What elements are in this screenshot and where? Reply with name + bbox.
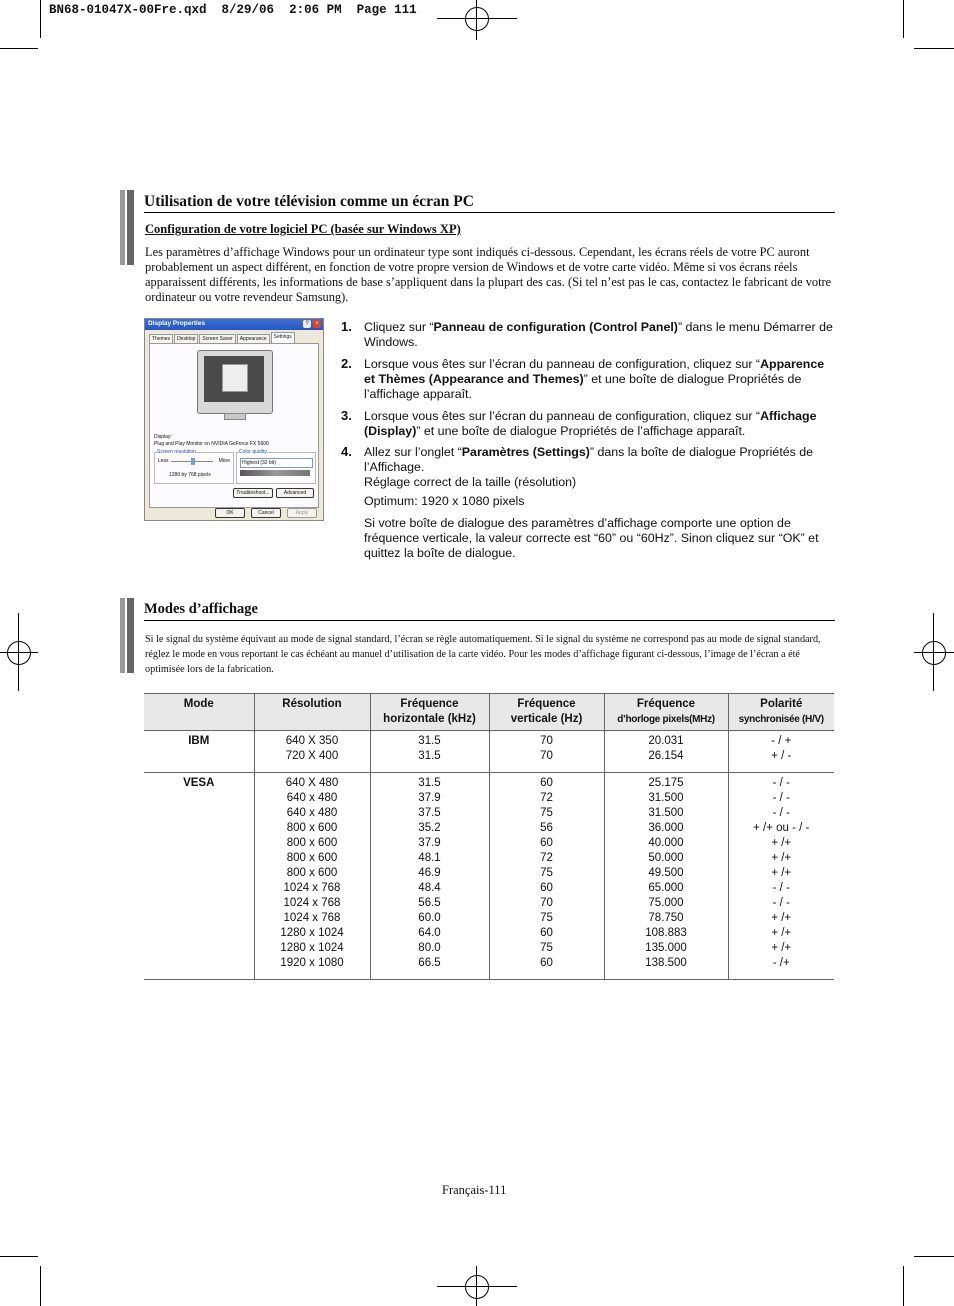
step-text: ” dans la boîte de dialogue Propriétés de l’Affichage. (364, 445, 814, 474)
table-value: 31.5 (418, 735, 441, 747)
table-value: + /+ (771, 927, 792, 939)
table-header-row (144, 694, 834, 731)
header-horizontal-frequency: Fréquence horizontale (kHz) (370, 694, 489, 731)
table-value: 31.500 (648, 792, 684, 804)
cancel-button[interactable]: Cancel (251, 508, 281, 518)
table-value: + /+ (771, 837, 792, 849)
table-value: 70 (540, 897, 553, 909)
table-value: 72 (540, 792, 553, 804)
table-value: 1280 x 1024 (280, 942, 344, 954)
table-value: 75 (540, 867, 553, 879)
color-quality-select[interactable] (240, 458, 313, 468)
step-text: Allez sur l’onglet “ (364, 445, 462, 459)
crop-mark (0, 48, 38, 49)
advanced-button[interactable]: Advanced (276, 488, 314, 498)
table-value: 75 (540, 807, 553, 819)
table-value: 31.5 (418, 750, 441, 762)
table-value: + /+ (771, 912, 792, 924)
crop-mark (40, 0, 41, 38)
table-value: 72 (540, 852, 553, 864)
table-value: 1024 x 768 (283, 897, 341, 909)
color-quality-group (236, 449, 316, 484)
table-value: 60 (540, 777, 553, 789)
table-value: 640 x 480 (286, 792, 338, 804)
settings-panel (149, 343, 319, 508)
modes-intro: Si le signal du système équivaut au mode de signal standard, l’écran se règle automatiquement. Si le signal du système ne correspond pas au mode de signal standard, réglez le mode en vous reportant le cas échéant au manuel d’utilisation de la carte vidéo. Pour les modes d’affichage figurant ci-dessous, l’image de l’écran a été optimisée lors de la fabrication. (145, 634, 821, 675)
crop-mark (40, 1266, 41, 1306)
step-text: ” dans le menu Démarrer de Windows. (364, 320, 833, 349)
step-text: Lorsque vous êtes sur l’écran du panneau de configuration, cliquez sur “ (364, 409, 761, 423)
display-value: Plug and Play Monitor on NVIDIA GeForce FX 5600 (154, 441, 269, 447)
table-value: 49.500 (648, 867, 684, 879)
table-value: - / - (772, 777, 790, 789)
table-value: 48.4 (418, 882, 441, 894)
dialog-title: Display Properties (148, 320, 206, 327)
table-value: 60 (540, 927, 553, 939)
crop-mark (914, 48, 954, 49)
vertical-frequency-cell (489, 731, 604, 773)
mode-cell: IBM (144, 731, 254, 773)
header-polarity: Polarité synchronisée (H/V) (728, 694, 834, 731)
dialog-titlebar (145, 319, 323, 330)
table-value: 640 X 350 (285, 735, 339, 747)
table-value: - / - (772, 792, 790, 804)
help-icon[interactable]: ? (303, 320, 311, 328)
table-value: 640 x 480 (286, 807, 338, 819)
table-value: 70 (540, 750, 553, 762)
color-quality-value: Highest (32 bit) (242, 460, 276, 466)
step-text: ” et une boîte de dialogue Propriétés de l’affichage apparaît. (416, 424, 746, 438)
step-text: ” et une boîte de dialogue Propriétés de l’affichage apparaît. (364, 372, 802, 401)
close-icon[interactable]: × (313, 320, 321, 328)
table-value: 36.000 (648, 822, 684, 834)
troubleshoot-button[interactable]: Troubleshoot... (233, 488, 273, 498)
more-label: More (218, 458, 230, 464)
table-value: 1280 x 1024 (280, 927, 344, 939)
table-value: 1024 x 768 (283, 912, 341, 924)
step-number: 3. (341, 408, 352, 423)
table-value: 37.9 (418, 837, 441, 849)
table-value: 1920 x 1080 (280, 957, 344, 969)
table-value: 56 (540, 822, 553, 834)
registration-mark (465, 1275, 489, 1299)
ok-button[interactable]: OK (215, 508, 245, 518)
step-text: Lorsque vous êtes sur l’écran du panneau de configuration, cliquez sur “ (364, 357, 761, 371)
table-value: 108.883 (645, 927, 687, 939)
section-bar (120, 598, 134, 673)
mode-cell: VESA (144, 773, 254, 980)
table-value: + / - (771, 750, 792, 762)
header-vertical-frequency: Fréquence verticale (Hz) (489, 694, 604, 731)
table-value: 800 x 600 (286, 837, 338, 849)
header-pixel-clock: Fréquence d’horloge pixels(MHz) (604, 694, 728, 731)
table-row (144, 731, 834, 773)
tab-screen-saver[interactable]: Screen Saver (199, 334, 235, 344)
step-4-frequency-note: Si votre boîte de dialogue des paramètres d’affichage comporte une option de fréquence verticale, la valeur correcte est “60” ou “60Hz”. Sinon cliquez sur “OK” et quittez la boîte de dialogue. (364, 516, 819, 560)
table-value: 60 (540, 957, 553, 969)
step-4-optimum: Optimum: 1920 x 1080 pixels (364, 494, 525, 508)
table-value: 75 (540, 942, 553, 954)
display-properties-dialog (144, 318, 324, 521)
table-value: 60.0 (418, 912, 441, 924)
registration-mark (922, 641, 946, 665)
table-value: 640 X 480 (285, 777, 339, 789)
registration-mark (914, 652, 954, 653)
table-value: 48.1 (418, 852, 441, 864)
monitor-icon (197, 350, 273, 414)
monitor-screen (204, 356, 264, 402)
table-value: 800 x 600 (286, 822, 338, 834)
table-value: 800 x 600 (286, 867, 338, 879)
table-value: - / - (772, 897, 790, 909)
section-rule (144, 212, 835, 213)
table-value: 75 (540, 912, 553, 924)
table-value: 1024 x 768 (283, 882, 341, 894)
step-3 (364, 409, 834, 439)
step-number: 2. (341, 356, 352, 371)
table-row (144, 773, 834, 980)
screen-resolution-label: Screen resolution (157, 449, 196, 455)
table-value: - /+ (772, 957, 790, 969)
table-value: 60 (540, 837, 553, 849)
resolution-cell (254, 773, 370, 980)
table-value: + /+ (771, 867, 792, 879)
table-value: 26.154 (648, 750, 684, 762)
table-value: 60 (540, 882, 553, 894)
table-value: 40.000 (648, 837, 684, 849)
pixel-clock-cell (604, 773, 728, 980)
slider-thumb[interactable] (191, 458, 195, 465)
table-value: 65.000 (648, 882, 684, 894)
table-value: - / - (772, 882, 790, 894)
table-value: 31.5 (418, 777, 441, 789)
tab-themes[interactable]: Themes (149, 334, 173, 344)
step-2 (364, 357, 834, 402)
mini-window (222, 364, 248, 392)
print-header: BN68-01047X-00Fre.qxd 8/29/06 2:06 PM Page 111 (49, 3, 417, 17)
section-rule (144, 620, 835, 621)
table-value: - / + (771, 735, 792, 747)
table-value: 37.9 (418, 792, 441, 804)
table-value: 20.031 (648, 735, 684, 747)
registration-mark (7, 641, 31, 665)
table-value: + /+ ou - / - (753, 822, 810, 834)
tab-settings[interactable]: Settings (271, 332, 295, 344)
table-value: 135.000 (645, 942, 687, 954)
resolution-value: 1280 by 768 pixels (169, 472, 211, 478)
table-value: 78.750 (648, 912, 684, 924)
table-value: 75.000 (648, 897, 684, 909)
horizontal-frequency-cell (370, 731, 489, 773)
table-value: 31.500 (648, 807, 684, 819)
screen-resolution-group (154, 449, 234, 484)
step-bold: Apparence et Thèmes (Appearance and Themes) (364, 357, 825, 386)
table-value: - / - (772, 807, 790, 819)
step-number: 1. (341, 319, 352, 334)
section-title: Modes d’affichage (144, 601, 258, 617)
crop-mark (914, 1256, 954, 1257)
table-value: 64.0 (418, 927, 441, 939)
table-value: 80.0 (418, 942, 441, 954)
table-value: 56.5 (418, 897, 441, 909)
vertical-frequency-cell (489, 773, 604, 980)
apply-button[interactable]: Apply (287, 508, 317, 518)
table-value: + /+ (771, 852, 792, 864)
step-1 (364, 320, 834, 350)
polarity-cell (728, 773, 834, 980)
table-value: 25.175 (648, 777, 684, 789)
tab-appearance[interactable]: Appearance (237, 334, 270, 344)
table-value: 70 (540, 735, 553, 747)
table-value: 66.5 (418, 957, 441, 969)
step-4 (364, 445, 834, 475)
resolution-cell (254, 731, 370, 773)
table-value: 720 X 400 (285, 750, 339, 762)
crop-mark (903, 1266, 904, 1306)
table-value: 35.2 (418, 822, 441, 834)
page-footer: Français-111 (442, 1183, 507, 1197)
table-value: + /+ (771, 942, 792, 954)
step-bold: Panneau de configuration (Control Panel) (433, 320, 678, 334)
step-text: Cliquez sur “ (364, 320, 434, 334)
step-4-resolution-note: Réglage correct de la taille (résolution) (364, 475, 577, 489)
registration-mark (476, 0, 477, 40)
horizontal-frequency-cell (370, 773, 489, 980)
pixel-clock-cell (604, 731, 728, 773)
header-mode: Mode (144, 694, 254, 731)
tab-desktop[interactable]: Desktop (174, 334, 198, 344)
section-title: Utilisation de votre télévision comme un écran PC (144, 193, 474, 210)
registration-mark (437, 1286, 517, 1287)
step-number: 4. (341, 444, 352, 459)
step-bold: Affichage (Display) (364, 409, 817, 438)
table-value: 800 x 600 (286, 852, 338, 864)
crop-mark (903, 0, 904, 38)
polarity-cell (728, 731, 834, 773)
table-value: 37.5 (418, 807, 441, 819)
registration-mark (0, 652, 38, 653)
table-value: 50.000 (648, 852, 684, 864)
color-bar (240, 470, 310, 476)
step-bold: Paramètres (Settings) (461, 445, 590, 459)
intro-paragraph: Les paramètres d’affichage Windows pour un ordinateur type sont indiqués ci-dessous. Cependant, les écrans réels de votre PC auront probablement un aspect différent, en fonction de votre propre version de Windows et de votre carte vidéo. Même si vos écrans réels apparaissent différents, les informations de base s’appliquent dans la plupart des cas. (Si tel n’est pas le cas, contactez le fabricant de votre ordinateur ou votre revendeur Samsung). (145, 245, 832, 304)
color-quality-label: Color quality (239, 449, 267, 455)
header-resolution: Résolution (254, 694, 370, 731)
table-value: 138.500 (645, 957, 687, 969)
monitor-stand (224, 413, 246, 420)
section-bar (120, 190, 134, 265)
less-label: Less (158, 458, 169, 464)
display-label: Display: (154, 434, 172, 440)
registration-mark (465, 7, 489, 31)
crop-mark (0, 1256, 38, 1257)
section-subtitle: Configuration de votre logiciel PC (basée sur Windows XP) (145, 222, 461, 236)
table-value: 46.9 (418, 867, 441, 879)
display-modes-table (144, 693, 834, 980)
registration-mark (437, 18, 517, 19)
